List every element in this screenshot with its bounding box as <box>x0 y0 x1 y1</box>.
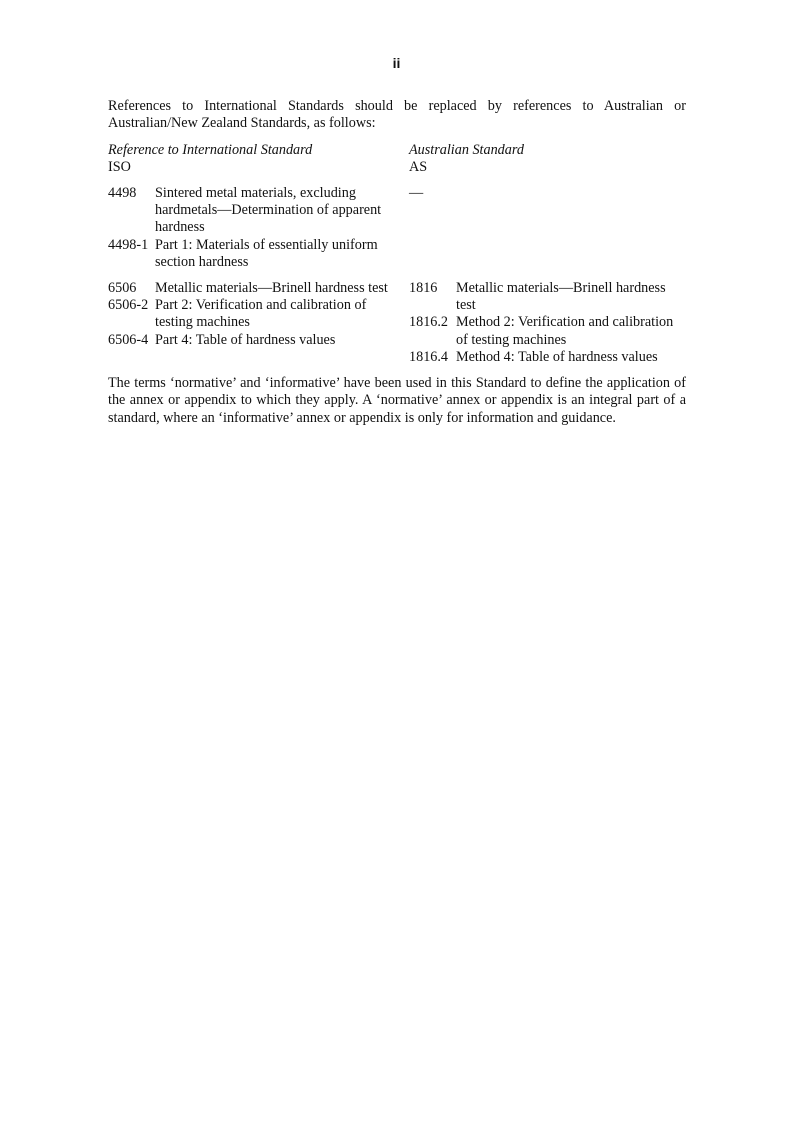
as-code: 1816.4 <box>409 349 449 366</box>
iso-entry <box>108 185 409 237</box>
iso-entry <box>108 332 409 349</box>
as-code: 1816.2 <box>409 314 449 331</box>
as-title: Method 2: Verification and calibration of testing machines <box>456 314 674 348</box>
reference-group <box>108 280 686 367</box>
as-subheading: AS <box>409 159 428 176</box>
as-entry <box>409 280 686 315</box>
iso-entry <box>108 237 409 272</box>
column-headings <box>108 142 686 177</box>
iso-references <box>108 280 409 367</box>
as-code: 1816 <box>409 279 438 296</box>
iso-title: Metallic materials—Brinell hardness test <box>155 279 388 296</box>
as-entry <box>409 314 686 349</box>
iso-code: 6506-2 <box>108 297 149 314</box>
as-entry <box>409 349 686 366</box>
as-code: — <box>409 184 424 201</box>
intro-paragraph: References to International Standards should be replaced by references to Australian or Australian/New Zealand Standards, as follows: <box>108 98 686 132</box>
iso-code: 6506 <box>108 279 137 296</box>
page-number: ii <box>392 55 401 71</box>
as-title <box>456 185 686 202</box>
iso-title: Part 1: Materials of essentially uniform section hardness <box>155 236 378 271</box>
iso-code: 4498-1 <box>108 236 149 253</box>
document-body <box>108 98 686 427</box>
iso-title: Part 4: Table of hardness values <box>155 331 336 348</box>
reference-table <box>108 185 686 367</box>
iso-title: Part 2: Verification and calibration of testing machines <box>155 297 367 331</box>
iso-heading: Reference to International Standard <box>108 141 313 158</box>
as-column-heading <box>409 142 686 177</box>
iso-subheading: ISO <box>108 159 131 176</box>
reference-group <box>108 185 686 272</box>
as-entry <box>409 185 686 202</box>
iso-code: 6506-4 <box>108 331 149 348</box>
iso-references <box>108 185 409 272</box>
iso-entry <box>108 280 409 297</box>
iso-column-heading <box>108 142 409 177</box>
as-references <box>409 185 686 272</box>
as-references <box>409 280 686 367</box>
iso-title: Sintered metal materials, excluding hardmetals—Determination of apparent hardness <box>155 184 382 236</box>
as-heading: Australian Standard <box>409 141 524 158</box>
iso-code: 4498 <box>108 184 137 201</box>
closing-paragraph: The terms ‘normative’ and ‘informative’ have been used in this Standard to define the application of the annex or appendix to which they apply. A ‘normative’ annex or appendix is an integral part of a standard, where an ‘informative’ annex or appendix is only for information and guidance. <box>108 374 686 426</box>
as-title: Metallic materials—Brinell hardness test <box>456 279 666 314</box>
iso-entry <box>108 297 409 332</box>
as-title: Method 4: Table of hardness values <box>456 349 658 366</box>
